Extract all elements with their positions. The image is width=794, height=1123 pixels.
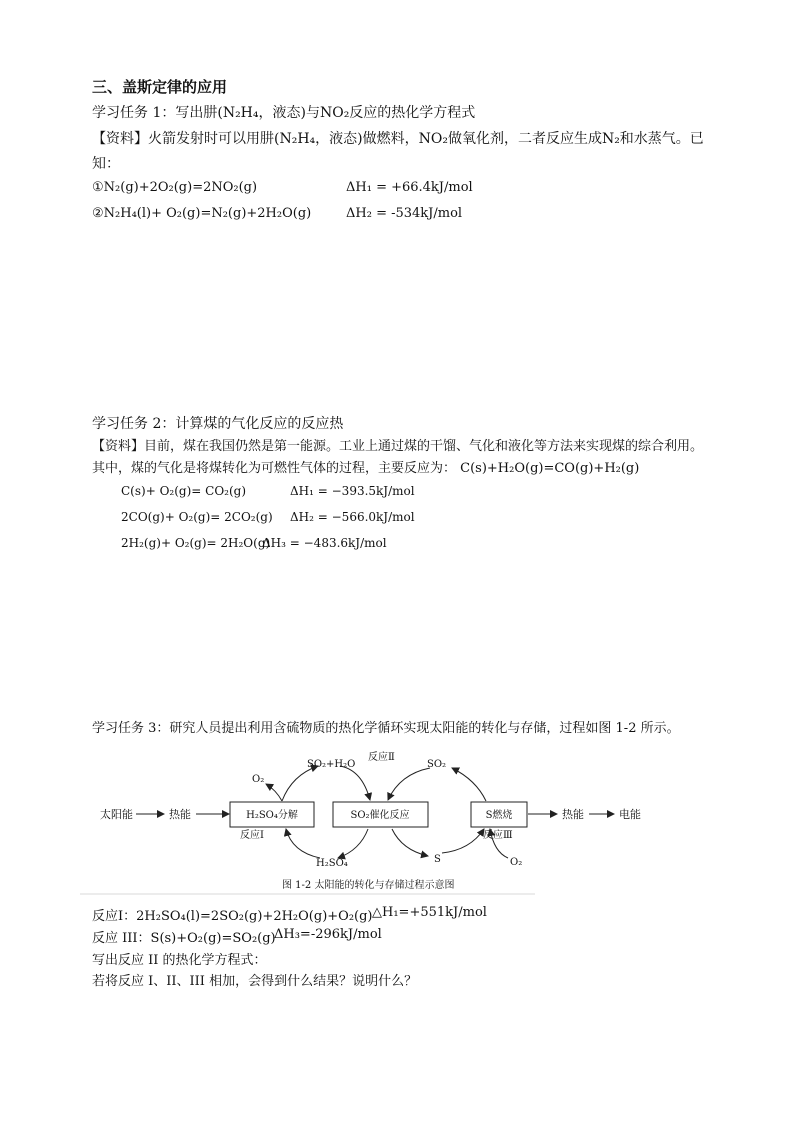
diagram-box2-label: SO₂催化反应	[350, 810, 410, 821]
task1-eq2-dh: ΔH₂ = -534kJ/mol	[346, 206, 463, 221]
task2-eq2-dh: ΔH₂ = −566.0kJ/mol	[290, 510, 415, 524]
diagram-reaction2-label: 反应Ⅱ	[368, 752, 395, 763]
task3-reaction1: 反应Ⅰ：2H₂SO₄(l)=2SO₂(g)+2H₂O(g)+O₂(g)	[92, 909, 373, 924]
task3-question1: 写出反应 II 的热化学方程式：	[92, 953, 267, 968]
diagram-so2-top: SO₂	[427, 759, 447, 770]
task1-title: 学习任务 1：写出肼(N₂H₄，液态)与NO₂反应的热化学方程式	[92, 105, 476, 121]
section-title: 三、盖斯定律的应用	[92, 78, 228, 96]
task2-eq3-dh: ΔH₃ = −483.6kJ/mol	[262, 536, 387, 550]
diagram-caption: 图 1-2 太阳能的转化与存储过程示意图	[282, 880, 455, 891]
task3-reaction3: 反应 III：S(s)+O₂(g)=SO₂(g)	[92, 931, 276, 946]
arrow-so2-to-box2	[388, 768, 430, 800]
diagram-h2so4-bottom: H₂SO₄	[316, 858, 348, 869]
arrow-box3-to-so2	[452, 768, 486, 801]
arrow-box1-to-o2	[266, 784, 282, 801]
diagram-s-bottom: S	[434, 854, 441, 865]
task3-question2: 若将反应 I、II、III 相加，会得到什么结果？说明什么？	[92, 974, 418, 989]
task1-resource: 【资料】火箭发射时可以用肼(N₂H₄，液态)做燃料，NO₂做氧化剂，二者反应生成N₂和水蒸气。已知：	[92, 131, 704, 172]
task2-eq2: 2CO(g)+ O₂(g)= 2CO₂(g)	[121, 510, 273, 524]
diagram-box3-label: S燃烧	[485, 810, 513, 821]
task2-eq3: 2H₂(g)+ O₂(g)= 2H₂O(g)	[121, 536, 271, 550]
diagram-solar-label: 太阳能	[100, 808, 133, 821]
task2-eq1: C(s)+ O₂(g)= CO₂(g)	[121, 484, 247, 498]
task3-title: 学习任务 3：研究人员提出利用含硫物质的热化学循环实现太阳能的转化与存储，过程如图 1-2 所示。	[92, 721, 680, 736]
task1-eq1: ①N₂(g)+2O₂(g)=2NO₂(g)	[92, 180, 258, 195]
diagram-o2-top: O₂	[252, 774, 265, 785]
diagram-o2-bottom: O₂	[510, 857, 523, 868]
task3-reaction1-dh: △H₁=+551kJ/mol	[372, 905, 487, 920]
task2-resource: 【资料】目前，煤在我国仍然是第一能源。工业上通过煤的干馏、气化和液化等方法来实现煤的综合利用。其中，煤的气化是将煤转化为可燃性气体的过程，主要反应为： C(s)+H₂O(g)=CO(g)+H₂(g)	[92, 439, 704, 476]
task3-reaction3-dh: ΔH₃=-296kJ/mol	[274, 927, 382, 942]
diagram-heat1-label: 热能	[169, 808, 191, 821]
diagram-so2-h2o: SO₂+H₂O	[307, 759, 356, 770]
arrow-h2so4-to-box1	[286, 829, 320, 858]
arrow-box1-to-so2h2o	[282, 766, 318, 801]
diagram-reaction3-label: 反应Ⅲ	[483, 830, 513, 841]
task1-eq2: ②N₂H₄(l)+ O₂(g)=N₂(g)+2H₂O(g)	[92, 206, 312, 221]
diagram-box1-label: H₂SO₄分解	[246, 810, 298, 821]
arrow-so2h2o-to-box2	[340, 766, 370, 800]
arrow-s-to-box3	[442, 829, 484, 853]
diagram-reaction1-label: 反应Ⅰ	[240, 830, 264, 841]
task1-eq1-dh: ΔH₁ = +66.4kJ/mol	[346, 180, 473, 195]
task2-title: 学习任务 2：计算煤的气化反应的反应热	[92, 416, 344, 432]
task2-eq1-dh: ΔH₁ = −393.5kJ/mol	[290, 484, 415, 498]
diagram-electric-label: 电能	[619, 808, 641, 821]
arrow-box2-to-s	[392, 829, 428, 856]
arrow-box2-to-h2so4	[338, 829, 368, 858]
diagram-heat2-label: 热能	[562, 808, 584, 821]
